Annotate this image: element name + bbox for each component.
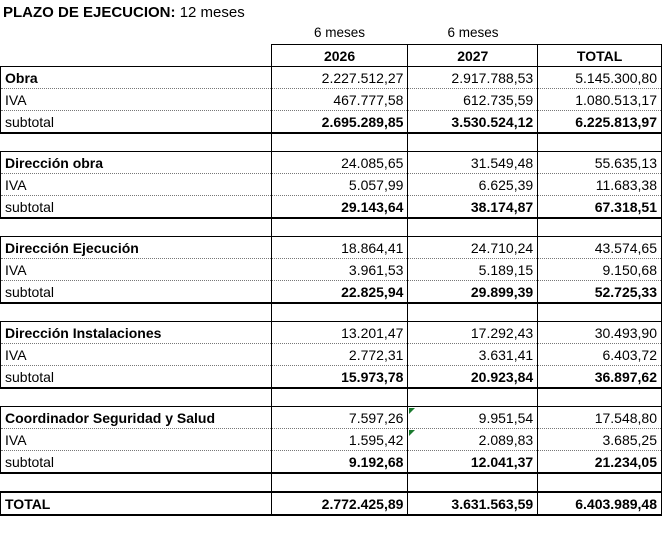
spacer-cell xyxy=(538,388,662,407)
grand-total-row xyxy=(1,492,662,515)
row-label[interactable]: Obra xyxy=(1,67,272,89)
cell-y2026[interactable]: 13.201,47 xyxy=(271,322,408,344)
cell-total[interactable]: 36.897,62 xyxy=(538,366,662,389)
cell-y2026[interactable]: 9.192,68 xyxy=(271,451,408,474)
spacer-cell xyxy=(271,473,408,492)
cell-total[interactable]: 17.548,80 xyxy=(538,407,662,429)
spacer-cell xyxy=(271,133,408,152)
cell-total[interactable]: 52.725,33 xyxy=(538,281,662,304)
row-label[interactable]: Dirección Ejecución xyxy=(1,237,272,259)
cell-total[interactable]: 5.145.300,80 xyxy=(538,67,662,89)
header-row xyxy=(1,45,662,67)
header-total[interactable]: TOTAL xyxy=(538,45,662,67)
cell-total[interactable]: 43.574,65 xyxy=(538,237,662,259)
row-label[interactable]: IVA xyxy=(1,89,272,111)
cell-y2027[interactable]: 38.174,87 xyxy=(408,196,538,219)
cell-total[interactable]: 3.685,25 xyxy=(538,429,662,451)
cell-y2026[interactable]: 1.595,42 xyxy=(271,429,408,451)
subtotal-row xyxy=(1,451,662,474)
row-label[interactable]: subtotal xyxy=(1,111,272,134)
title-label: PLAZO DE EJECUCION: xyxy=(3,4,176,21)
cell-y2026[interactable]: 29.143,64 xyxy=(271,196,408,219)
cell-y2026[interactable]: 18.864,41 xyxy=(271,237,408,259)
row-label[interactable]: Dirección Instalaciones xyxy=(1,322,272,344)
cell-y2026[interactable]: 22.825,94 xyxy=(271,281,408,304)
spacer-cell xyxy=(538,303,662,322)
spacer-cell xyxy=(1,303,272,322)
row-label[interactable]: Dirección obra xyxy=(1,152,272,174)
row-label[interactable]: Coordinador Seguridad y Salud xyxy=(1,407,272,429)
spacer-cell xyxy=(271,218,408,237)
header-2027[interactable]: 2027 xyxy=(408,45,538,67)
cell-y2026[interactable]: 2.772,31 xyxy=(271,344,408,366)
spacer-row xyxy=(1,388,662,407)
spacer-cell xyxy=(538,218,662,237)
cell-y2026[interactable]: 5.057,99 xyxy=(271,174,408,196)
section-row xyxy=(1,322,662,344)
spacer-row xyxy=(1,303,662,322)
cell-y2027[interactable]: 3.631.563,59 xyxy=(408,492,538,515)
cell-total[interactable]: 6.403.989,48 xyxy=(538,492,662,515)
cell-y2026[interactable]: 2.227.512,27 xyxy=(271,67,408,89)
cell-y2027[interactable]: 20.923,84 xyxy=(408,366,538,389)
row-label[interactable]: IVA xyxy=(1,259,272,281)
period-2026: 6 meses xyxy=(313,25,366,40)
spacer-cell xyxy=(408,303,538,322)
spacer-cell xyxy=(408,133,538,152)
row-label[interactable]: subtotal xyxy=(1,281,272,304)
title-value: 12 meses xyxy=(179,4,245,21)
cell-total[interactable]: 67.318,51 xyxy=(538,196,662,219)
spacer-cell xyxy=(408,473,538,492)
iva-row xyxy=(1,429,662,451)
cell-y2027[interactable]: 2.089,83 xyxy=(408,429,538,451)
section-row xyxy=(1,407,662,429)
subtotal-row xyxy=(1,196,662,219)
cell-y2027[interactable]: 24.710,24 xyxy=(408,237,538,259)
row-label[interactable]: IVA xyxy=(1,174,272,196)
cell-total[interactable]: 6.403,72 xyxy=(538,344,662,366)
subtotal-row xyxy=(1,366,662,389)
spacer-row xyxy=(1,218,662,237)
page-title xyxy=(3,4,245,21)
header-2026[interactable]: 2026 xyxy=(271,45,408,67)
comment-marker-icon[interactable] xyxy=(409,430,415,436)
subtotal-row xyxy=(1,281,662,304)
cell-total[interactable]: 55.635,13 xyxy=(538,152,662,174)
cell-y2027[interactable]: 3.631,41 xyxy=(408,344,538,366)
iva-row xyxy=(1,174,662,196)
spacer-cell xyxy=(271,388,408,407)
row-label[interactable]: IVA xyxy=(1,429,272,451)
cell-total[interactable]: 21.234,05 xyxy=(538,451,662,474)
cell-y2026[interactable]: 3.961,53 xyxy=(271,259,408,281)
row-label[interactable]: subtotal xyxy=(1,196,272,219)
cell-y2027[interactable]: 12.041,37 xyxy=(408,451,538,474)
row-label[interactable]: subtotal xyxy=(1,451,272,474)
spacer-cell xyxy=(1,473,272,492)
iva-row xyxy=(1,89,662,111)
period-2027: 6 meses xyxy=(447,25,499,40)
cell-y2027[interactable]: 612.735,59 xyxy=(408,89,538,111)
spacer-cell xyxy=(1,218,272,237)
cell-total[interactable]: 11.683,38 xyxy=(538,174,662,196)
spacer-cell xyxy=(538,473,662,492)
spacer-cell xyxy=(408,388,538,407)
cell-y2027[interactable]: 6.625,39 xyxy=(408,174,538,196)
budget-table xyxy=(0,44,662,516)
cell-y2026[interactable]: 15.973,78 xyxy=(271,366,408,389)
cell-y2026[interactable]: 7.597,26 xyxy=(271,407,408,429)
cell-y2026[interactable]: 2.772.425,89 xyxy=(271,492,408,515)
cell-y2026[interactable]: 467.777,58 xyxy=(271,89,408,111)
cell-y2026[interactable]: 24.085,65 xyxy=(271,152,408,174)
cell-y2027[interactable]: 3.530.524,12 xyxy=(408,111,538,134)
cell-y2026[interactable]: 2.695.289,85 xyxy=(271,111,408,134)
cell-y2027[interactable]: 31.549,48 xyxy=(408,152,538,174)
row-label[interactable]: IVA xyxy=(1,344,272,366)
header-blank xyxy=(1,45,272,67)
spacer-cell xyxy=(271,303,408,322)
spacer-cell xyxy=(1,388,272,407)
spacer-row xyxy=(1,473,662,492)
cell-y2027[interactable]: 29.899,39 xyxy=(408,281,538,304)
cell-total[interactable]: 9.150,68 xyxy=(538,259,662,281)
section-row xyxy=(1,237,662,259)
iva-row xyxy=(1,344,662,366)
cell-y2027[interactable]: 5.189,15 xyxy=(408,259,538,281)
cell-y2027[interactable]: 9.951,54 xyxy=(408,407,538,429)
cell-total[interactable]: 1.080.513,17 xyxy=(538,89,662,111)
section-row xyxy=(1,152,662,174)
cell-total[interactable]: 6.225.813,97 xyxy=(538,111,662,134)
spacer-cell xyxy=(538,133,662,152)
spacer-cell xyxy=(1,133,272,152)
cell-y2027[interactable]: 17.292,43 xyxy=(408,322,538,344)
section-row xyxy=(1,67,662,89)
subtotal-row xyxy=(1,111,662,134)
spacer-cell xyxy=(408,218,538,237)
cell-y2027[interactable]: 2.917.788,53 xyxy=(408,67,538,89)
iva-row xyxy=(1,259,662,281)
row-label[interactable]: TOTAL xyxy=(1,492,272,515)
row-label[interactable]: subtotal xyxy=(1,366,272,389)
comment-marker-icon[interactable] xyxy=(409,408,415,414)
cell-total[interactable]: 30.493,90 xyxy=(538,322,662,344)
spacer-row xyxy=(1,133,662,152)
